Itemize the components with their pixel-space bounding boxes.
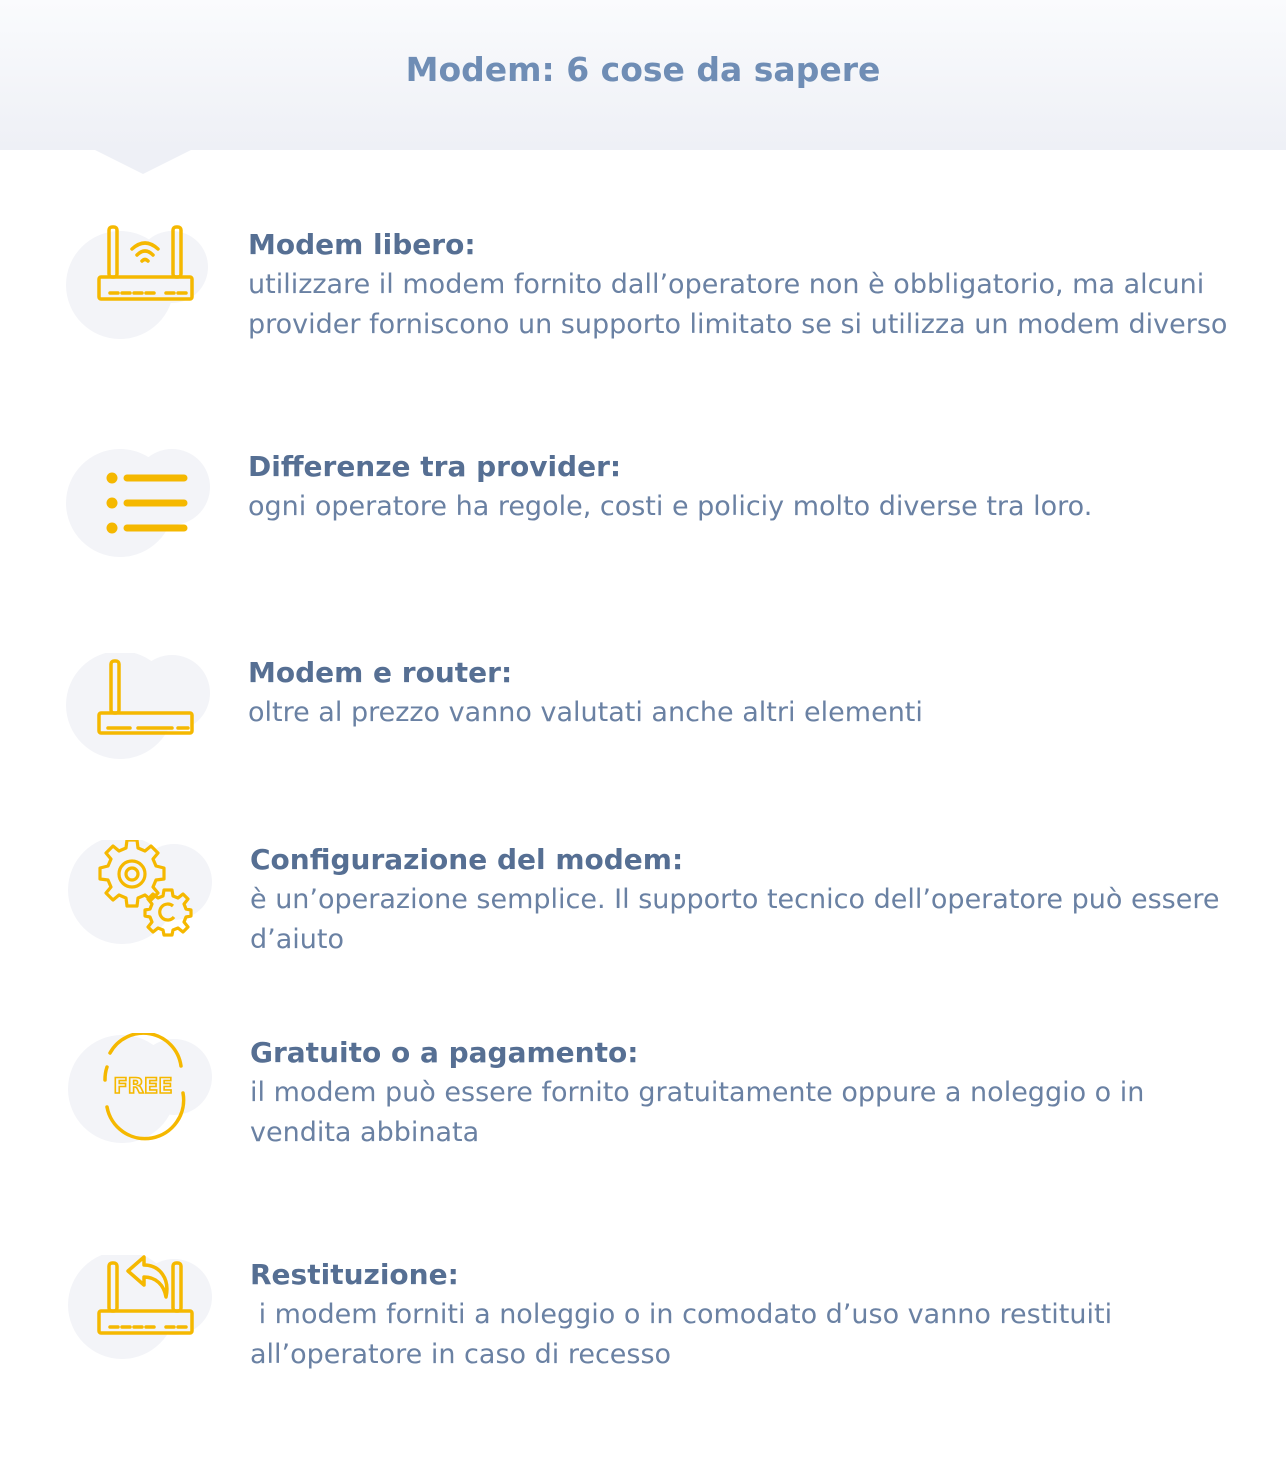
icon-container (60, 1255, 220, 1375)
item-title: Modem e router: (248, 656, 513, 689)
router-icon (60, 653, 220, 773)
item-title: Modem libero: (248, 228, 476, 261)
item-description: ogni operatore ha regole, costi e policiy molto diverse tra loro. (248, 491, 1093, 522)
item-description: oltre al prezzo vanno valutati anche altri elementi (248, 697, 923, 728)
item-text (248, 653, 1228, 733)
item-description: utilizzare il modem fornito dall’operatore non è obbligatorio, ma alcuni provider forniscono un supporto limitato se si utilizza un modem diverso (248, 269, 1228, 340)
item-description: è un’operazione semplice. Il supporto tecnico dell’operatore può essere d’aiuto (250, 884, 1229, 955)
free-label: FREE (113, 1074, 173, 1098)
item-text (250, 840, 1230, 960)
icon-container (60, 840, 220, 960)
gears-icon (60, 840, 220, 960)
router-return-icon (60, 1255, 220, 1375)
item-title: Gratuito o a pagamento: (250, 1036, 639, 1069)
wifi-router-icon (60, 225, 220, 345)
header (0, 0, 1286, 150)
icon-container (60, 1033, 220, 1153)
list-icon (60, 447, 220, 567)
item-title: Differenze tra provider: (248, 450, 622, 483)
item-text (250, 1033, 1230, 1153)
icon-container (60, 225, 220, 345)
icon-container (60, 653, 220, 773)
item-text (248, 225, 1228, 345)
item-text (248, 447, 1228, 527)
item-description: i modem forniti a noleggio o in comodato d’uso vanno restituiti all’operatore in caso di recesso (250, 1299, 1121, 1370)
icon-container (60, 447, 220, 567)
item-title: Configurazione del modem: (250, 843, 684, 876)
page-title: Modem: 6 cose da sapere (405, 50, 881, 89)
free-badge-icon (60, 1033, 220, 1153)
item-text (250, 1255, 1230, 1375)
header-notch (95, 150, 191, 174)
item-description: il modem può essere fornito gratuitamente oppure a noleggio o in vendita abbinata (250, 1077, 1153, 1148)
item-title: Restituzione: (250, 1258, 459, 1291)
